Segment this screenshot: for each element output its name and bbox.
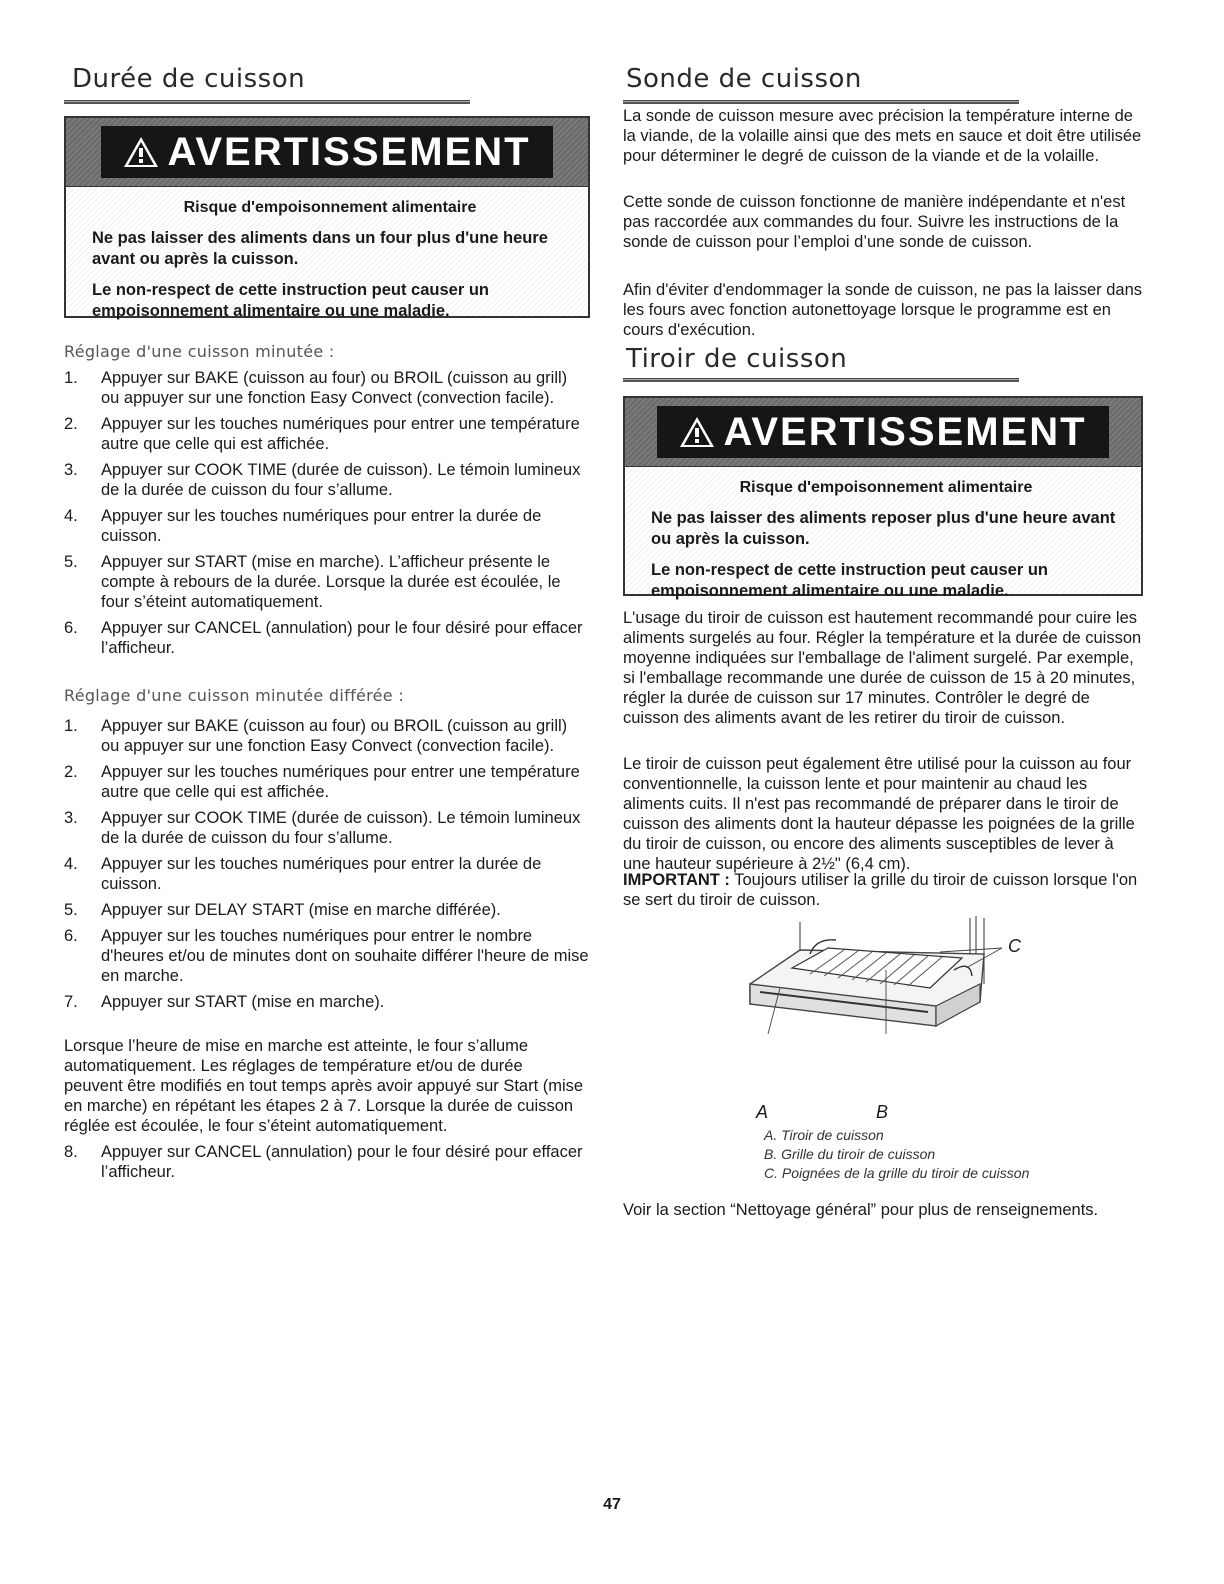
warning-triangle-icon	[679, 415, 715, 449]
step-text: Appuyer sur CANCEL (annulation) pour le four désiré pour effacer l’afficheur.	[101, 1143, 583, 1181]
paragraph-heure-mise-en-marche: Lorsque l’heure de mise en marche est atteinte, le four s’allume automatiquement. Les réglages de température et/ou de durée peuvent être modifiés en tout temps après avoir appuyé sur Start (mise en marche) en répétant les étapes 2 à 7. Lorsque la durée de cuisson réglée est écoulée, le four s’éteint automatiquement.	[64, 1037, 584, 1135]
step-number: 1.	[64, 369, 78, 387]
figure-label-a: A	[756, 1102, 769, 1122]
figure-label-b: B	[876, 1102, 889, 1122]
step-number: 5.	[64, 553, 78, 571]
paragraph-sonde-2: Cette sonde de cuisson fonctionne de manière indépendante et n'est pas raccordée aux commandes du four. Suivre les instructions de la sonde de cuisson pour l’emploi d’une sonde de cuisson.	[623, 193, 1126, 251]
step-text: Appuyer sur les touches numériques pour entrer la durée de cuisson.	[101, 507, 542, 545]
step-number: 8.	[64, 1143, 78, 1161]
caption-a: A. Tiroir de cuisson	[764, 1127, 884, 1143]
list-item	[64, 552, 590, 612]
step-text: Appuyer sur BAKE (cuisson au four) ou BROIL (cuisson au grill) ou appuyer sur une fonction Easy Convect (convection facile).	[101, 717, 568, 755]
step-number: 2.	[64, 763, 78, 781]
step-number: 6.	[64, 619, 78, 637]
step-text: Appuyer sur les touches numériques pour entrer la durée de cuisson.	[101, 855, 542, 893]
step-number: 3.	[64, 809, 78, 827]
step-number: 4.	[64, 855, 78, 873]
step-text: Appuyer sur les touches numériques pour entrer une température autre que celle qui est affichée.	[101, 415, 580, 453]
warning-risk: Risque d'empoisonnement alimentaire	[183, 199, 477, 216]
drawer-illustration	[740, 914, 1040, 1034]
title-rule	[64, 100, 470, 104]
section-title-sonde: Sonde de cuisson	[626, 64, 862, 94]
list-item	[64, 762, 590, 802]
important-text: Toujours utiliser la grille du tiroir de cuisson lorsque l'on se sert du tiroir de cuisson.	[623, 871, 1138, 909]
subheading-cuisson-minutee: Réglage d'une cuisson minutée :	[64, 342, 335, 361]
list-item	[64, 992, 590, 1012]
list-item	[64, 618, 590, 658]
list-item	[64, 808, 590, 848]
steps-list-2	[64, 716, 590, 1018]
step-text: Appuyer sur START (mise en marche). L’afficheur présente le compte à rebours de la durée. Lorsque la durée est écoulée, le four s’éteint automatiquement.	[101, 553, 561, 611]
step-number: 4.	[64, 507, 78, 525]
step-text: Appuyer sur START (mise en marche).	[101, 993, 385, 1011]
step-number: 3.	[64, 461, 78, 479]
list-item	[64, 716, 590, 756]
subheading-cuisson-differee: Réglage d'une cuisson minutée différée :	[64, 686, 405, 705]
step-number: 7.	[64, 993, 78, 1011]
paragraph-tiroir-2: Le tiroir de cuisson peut également être utilisé pour la cuisson au four conventionnelle, la cuisson lente et pour maintenir au chaud les aliments cuits. Il n'est pas recommandé de préparer dans le tiroir de cuisson des aliments dont la hauteur dépasse les poignées de la grille du tiroir de cuisson, ou encore des aliments susceptibles de lever à une hauteur supérieure à 2½" (6,4 cm).	[623, 755, 1135, 873]
step-number: 1.	[64, 717, 78, 735]
list-item	[64, 414, 590, 454]
warning-risk: Risque d'empoisonnement alimentaire	[739, 479, 1033, 496]
warning-header	[66, 118, 588, 187]
list-item	[64, 854, 590, 894]
figure-label-c: C	[1008, 936, 1021, 956]
warning-line-2: Le non-respect de cette instruction peut causer un empoisonnement alimentaire ou une maladie.	[92, 281, 489, 320]
step-text: Appuyer sur CANCEL (annulation) pour le four désiré pour effacer l’afficheur.	[101, 619, 583, 657]
paragraph-tiroir-1: L'usage du tiroir de cuisson est hautement recommandé pour cuire les aliments surgelés au four. Régler la température et la durée de cuisson moyenne indiquées sur l'emballage de l'aliment surgelé. Par exemple, si l'emballage recommande une durée de cuisson de 15 à 20 minutes, régler la durée de cuisson sur 17 minutes. Contrôler le degré de cuisson des aliments avant de les retirer du tiroir de cuisson.	[623, 609, 1142, 727]
warning-line-1: Ne pas laisser des aliments reposer plus d'une heure avant ou après la cuisson.	[651, 509, 1116, 548]
list-item	[64, 926, 590, 986]
section-title-duree: Durée de cuisson	[72, 64, 306, 94]
paragraph-sonde-3: Afin d'éviter d'endommager la sonde de cuisson, ne pas la laisser dans les fours avec fonction autonettoyage lorsque le programme est en cours d'exécution.	[623, 281, 1143, 339]
warning-header	[625, 398, 1141, 467]
warning-line-1: Ne pas laisser des aliments dans un four plus d'une heure avant ou après la cuisson.	[92, 229, 548, 268]
page-number: 47	[603, 1496, 621, 1513]
step-text: Appuyer sur COOK TIME (durée de cuisson). Le témoin lumineux de la durée de cuisson du four s’allume.	[101, 809, 581, 847]
list-item	[64, 1142, 590, 1182]
title-rule	[623, 100, 1019, 104]
step-number: 5.	[64, 901, 78, 919]
steps-list-1	[64, 368, 590, 664]
paragraph-important	[623, 870, 1143, 910]
step-number: 2.	[64, 415, 78, 433]
step-number: 6.	[64, 927, 78, 945]
step-text: Appuyer sur DELAY START (mise en marche différée).	[101, 901, 501, 919]
warning-header-label: AVERTISSEMENT	[723, 410, 1087, 454]
step-text: Appuyer sur les touches numériques pour entrer une température autre que celle qui est affichée.	[101, 763, 580, 801]
title-rule	[623, 378, 1019, 382]
warning-line-2: Le non-respect de cette instruction peut causer un empoisonnement alimentaire ou une maladie.	[651, 561, 1048, 600]
steps-list-3	[64, 1142, 590, 1188]
paragraph-sonde-1: La sonde de cuisson mesure avec précision la température interne de la viande, de la volaille ainsi que des mets en sauce et doit être utilisée pour déterminer le degré de cuisson de la viande et de la volaille.	[623, 107, 1142, 165]
important-label: IMPORTANT :	[623, 871, 730, 889]
caption-c: C. Poignées de la grille du tiroir de cuisson	[764, 1165, 1030, 1181]
section-title-tiroir: Tiroir de cuisson	[626, 344, 848, 374]
step-text: Appuyer sur les touches numériques pour entrer le nombre d'heures et/ou de minutes dont on souhaite différer l'heure de mise en marche.	[101, 927, 589, 985]
warning-header-label: AVERTISSEMENT	[167, 130, 531, 174]
list-item	[64, 506, 590, 546]
warning-triangle-icon	[123, 135, 159, 169]
step-text: Appuyer sur BAKE (cuisson au four) ou BROIL (cuisson au grill) ou appuyer sur une fonction Easy Convect (convection facile).	[101, 369, 568, 407]
warning-box-left	[64, 116, 590, 318]
caption-b: B. Grille du tiroir de cuisson	[764, 1146, 936, 1162]
step-text: Appuyer sur COOK TIME (durée de cuisson). Le témoin lumineux de la durée de cuisson du four s’allume.	[101, 461, 581, 499]
list-item	[64, 460, 590, 500]
paragraph-voir-section: Voir la section “Nettoyage général” pour plus de renseignements.	[623, 1201, 1099, 1219]
list-item	[64, 900, 590, 920]
list-item	[64, 368, 590, 408]
warning-box-right	[623, 396, 1143, 600]
